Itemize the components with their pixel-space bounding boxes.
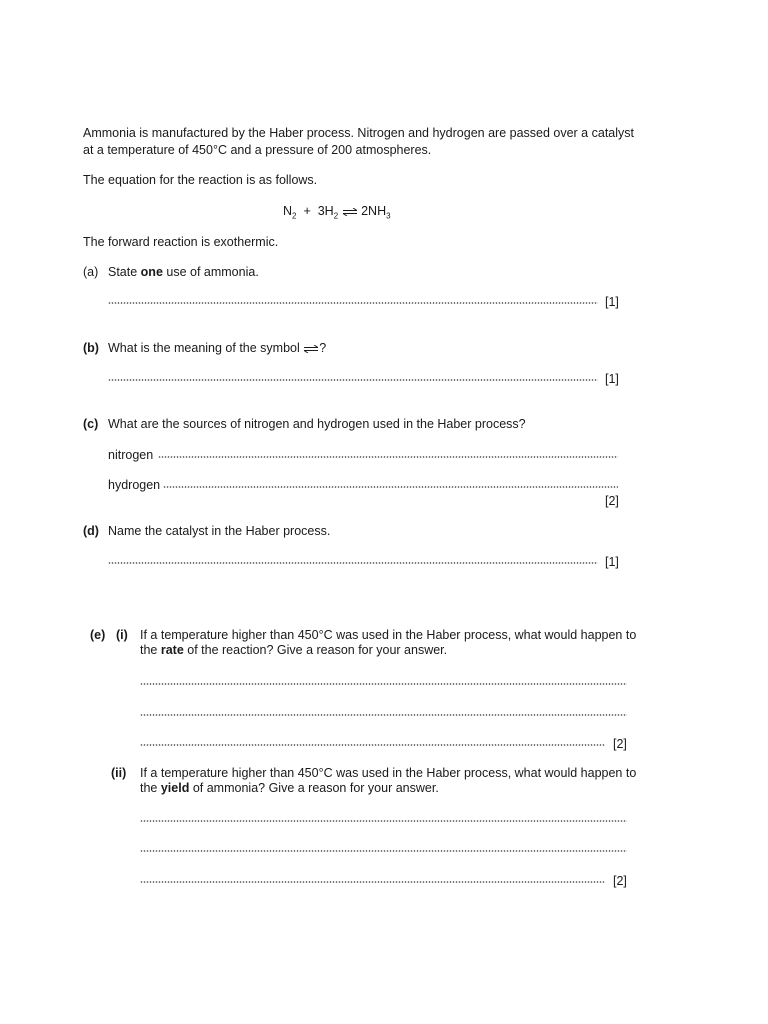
question-a-label: (a)	[83, 265, 99, 279]
answer-line-a[interactable]	[108, 302, 598, 304]
equilibrium-arrow-icon	[342, 208, 358, 216]
question-e-label: (e)	[90, 628, 106, 642]
answer-line-nitrogen[interactable]	[158, 456, 618, 458]
mark-e-i: [2]	[613, 737, 627, 751]
intro-line-2: at a temperature of 450°C and a pressure of 200 atmospheres.	[83, 143, 432, 157]
answer-line-b[interactable]	[108, 379, 598, 381]
mark-b: [1]	[605, 372, 619, 386]
question-a-text: State one use of ammonia.	[108, 265, 259, 279]
equation-h2: $3H_2$	[317, 204, 339, 221]
answer-line-d[interactable]	[108, 562, 598, 564]
mark-a: [1]	[605, 295, 619, 309]
question-e-i-label: (i)	[116, 628, 128, 642]
exothermic-statement: The forward reaction is exothermic.	[83, 235, 279, 249]
question-e-i-line-1: If a temperature higher than 450°C was used in the Haber process, what would happen to	[140, 628, 637, 642]
question-e-i-line-2: the rate of the reaction? Give a reason for your answer.	[140, 643, 448, 657]
answer-line-e-ii-1[interactable]	[140, 820, 627, 822]
mark-e-ii: [2]	[613, 874, 627, 888]
question-e-ii-label: (ii)	[111, 766, 127, 780]
answer-line-e-i-3[interactable]	[140, 744, 605, 746]
answer-line-hydrogen[interactable]	[163, 486, 618, 488]
question-c-text: What are the sources of nitrogen and hydrogen used in the Haber process?	[108, 417, 526, 431]
equation-n2: $N_2$	[283, 204, 297, 221]
equation-intro: The equation for the reaction is as follows.	[83, 173, 318, 187]
question-b-label: (b)	[83, 341, 99, 355]
question-e-ii-line-2: the yield of ammonia? Give a reason for your answer.	[140, 781, 439, 795]
answer-line-e-ii-2[interactable]	[140, 850, 627, 852]
question-c-label: (c)	[83, 417, 99, 431]
hydrogen-label: hydrogen	[108, 478, 161, 492]
equilibrium-symbol-icon	[303, 345, 319, 353]
nitrogen-label: nitrogen	[108, 448, 154, 462]
question-d-text: Name the catalyst in the Haber process.	[108, 524, 331, 538]
answer-line-e-i-1[interactable]	[140, 683, 627, 685]
question-e-ii-line-1: If a temperature higher than 450°C was used in the Haber process, what would happen to	[140, 766, 637, 780]
equation-plus: +	[303, 204, 311, 218]
equation-nh3: $2NH_3$	[361, 204, 391, 221]
answer-line-e-i-2[interactable]	[140, 714, 627, 716]
answer-line-e-ii-3[interactable]	[140, 881, 605, 883]
question-d-label: (d)	[83, 524, 99, 538]
mark-c: [2]	[605, 494, 619, 508]
question-b-text: What is the meaning of the symbol ?	[108, 341, 327, 355]
mark-d: [1]	[605, 555, 619, 569]
intro-line-1: Ammonia is manufactured by the Haber process. Nitrogen and hydrogen are passed over a catalyst	[83, 126, 634, 140]
reaction-equation	[283, 204, 391, 222]
